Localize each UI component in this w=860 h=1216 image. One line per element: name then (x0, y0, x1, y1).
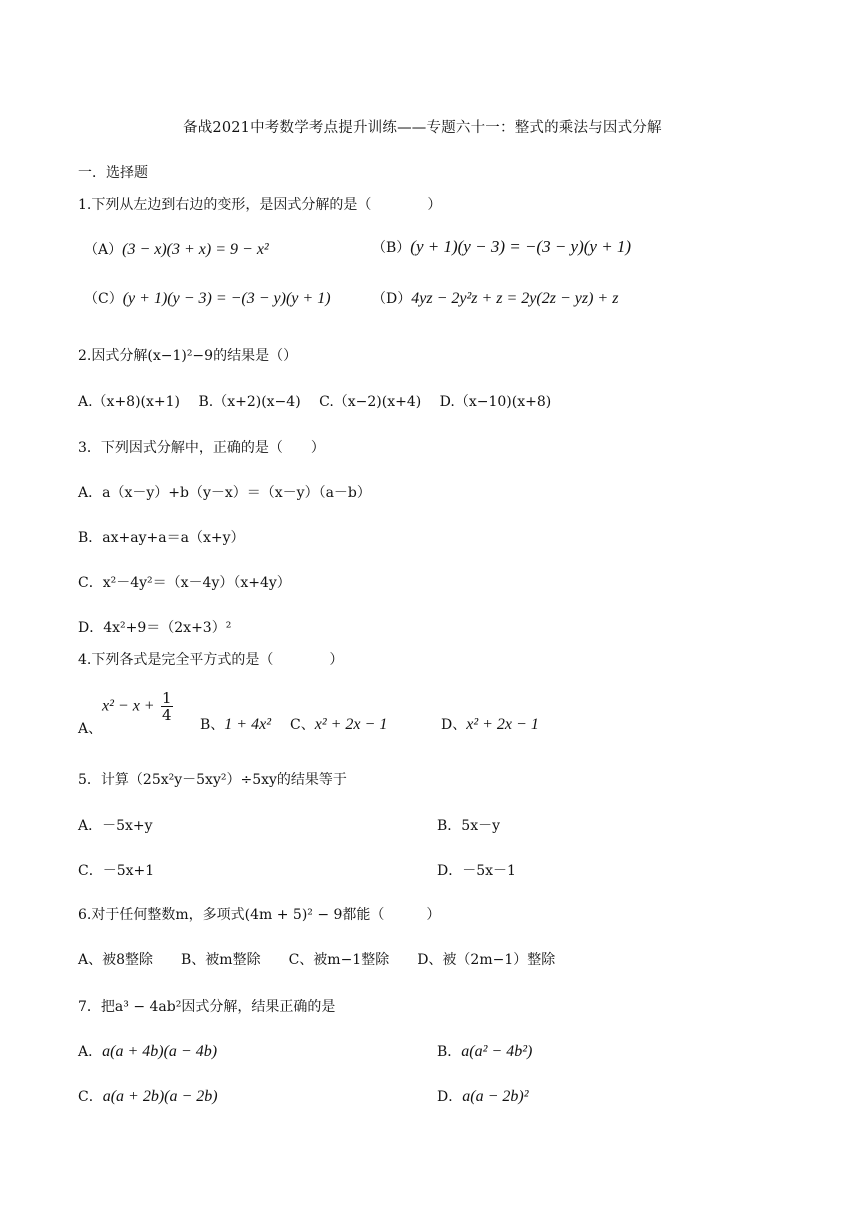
question-5-option-b: B．5x－y (437, 818, 500, 834)
math-expression: a(a + 4b)(a − 4b) (102, 1043, 218, 1060)
option-label: D． (437, 1089, 463, 1105)
question-1-option-d (372, 290, 618, 308)
question-7-stem: 7．把a³ − 4ab²因式分解，结果正确的是 (78, 999, 336, 1015)
fraction (161, 690, 173, 723)
section-heading: 一．选择题 (78, 165, 148, 181)
math-expression: x² + 2x − 1 (466, 716, 539, 733)
math-expression: (y + 1)(y − 3) = −(3 − y)(y + 1) (122, 290, 331, 307)
question-6-options: A、被8整除 B、被m整除 C、被m−1整除 D、被（2m−1）整除 (78, 952, 556, 968)
option-label: C、 (290, 717, 315, 733)
question-1-option-a (84, 241, 269, 259)
math-expression: 1 + 4x² (224, 716, 271, 733)
fraction-denominator: 4 (162, 706, 172, 724)
option-label: C． (78, 1089, 103, 1105)
question-1-stem: 1.下列从左边到右边的变形，是因式分解的是（ ） (78, 197, 442, 213)
question-4-option-a (102, 690, 173, 723)
question-3-stem: 3．下列因式分解中，正确的是（ ） (78, 440, 325, 456)
option-label: （C） (84, 291, 123, 307)
option-label: D、 (441, 717, 467, 733)
question-5-stem: 5．计算（25x²y－5xy²）÷5xy的结果等于 (78, 772, 347, 788)
question-4-option-c (290, 716, 387, 734)
question-4-option-b (200, 716, 271, 734)
math-expression: (3 − x)(3 + x) = 9 − x² (122, 241, 269, 258)
question-5-option-a: A．－5x+y (78, 818, 153, 834)
question-7-option-d (437, 1088, 528, 1106)
question-3-option-a: A．a（x－y）+b（y－x）＝（x－y）（a－b） (78, 485, 371, 501)
question-7-option-c (78, 1088, 218, 1106)
math-expression: 4yz − 2y²z + z = 2y(2z − yz) + z (411, 290, 619, 307)
option-label: （D） (372, 291, 412, 307)
question-4-option-d (441, 716, 539, 734)
math-expression: a(a − 2b)² (462, 1088, 529, 1105)
question-1-option-b (372, 238, 631, 257)
question-7-option-a (78, 1043, 217, 1061)
option-label: B、 (200, 717, 225, 733)
question-1-option-c (84, 290, 331, 308)
option-label: B． (437, 1044, 462, 1060)
math-expression: a(a² − 4b²) (461, 1043, 533, 1060)
question-4-option-a-label: A、 (78, 721, 103, 737)
question-3-option-c: C．x²－4y²＝（x－4y）（x+4y） (78, 575, 291, 591)
math-expression: x² − x + (102, 697, 155, 715)
question-2-stem: 2.因式分解(x−1)²−9的结果是（） (78, 348, 298, 364)
option-label: （B） (372, 240, 411, 256)
question-3-option-d: D．4x²+9＝（2x+3）² (78, 620, 232, 636)
fraction-numerator: 1 (162, 689, 172, 707)
page-title: 备战2021中考数学考点提升训练——专题六十一：整式的乘法与因式分解 (183, 120, 662, 136)
math-expression: (y + 1)(y − 3) = −(3 − y)(y + 1) (410, 237, 632, 256)
question-4-stem: 4.下列各式是完全平方式的是（ ） (78, 652, 344, 668)
math-expression: x² + 2x − 1 (314, 716, 388, 733)
question-7-option-b (437, 1043, 532, 1061)
question-5-option-d: D．－5x－1 (437, 863, 516, 879)
question-2-options: A.（x+8)(x+1) B.（x+2)(x−4) C.（x−2)(x+4) D.（x−10)(x+8) (78, 394, 552, 410)
option-label: （A） (84, 242, 123, 258)
question-5-option-c: C．－5x+1 (78, 863, 155, 879)
math-expression: a(a + 2b)(a − 2b) (102, 1088, 218, 1105)
option-label: A． (78, 1044, 103, 1060)
question-6-stem: 6.对于任何整数m，多项式(4m + 5)² − 9都能（ ） (78, 907, 441, 923)
question-3-option-b: B．ax+ay+a＝a（x+y） (78, 530, 245, 546)
